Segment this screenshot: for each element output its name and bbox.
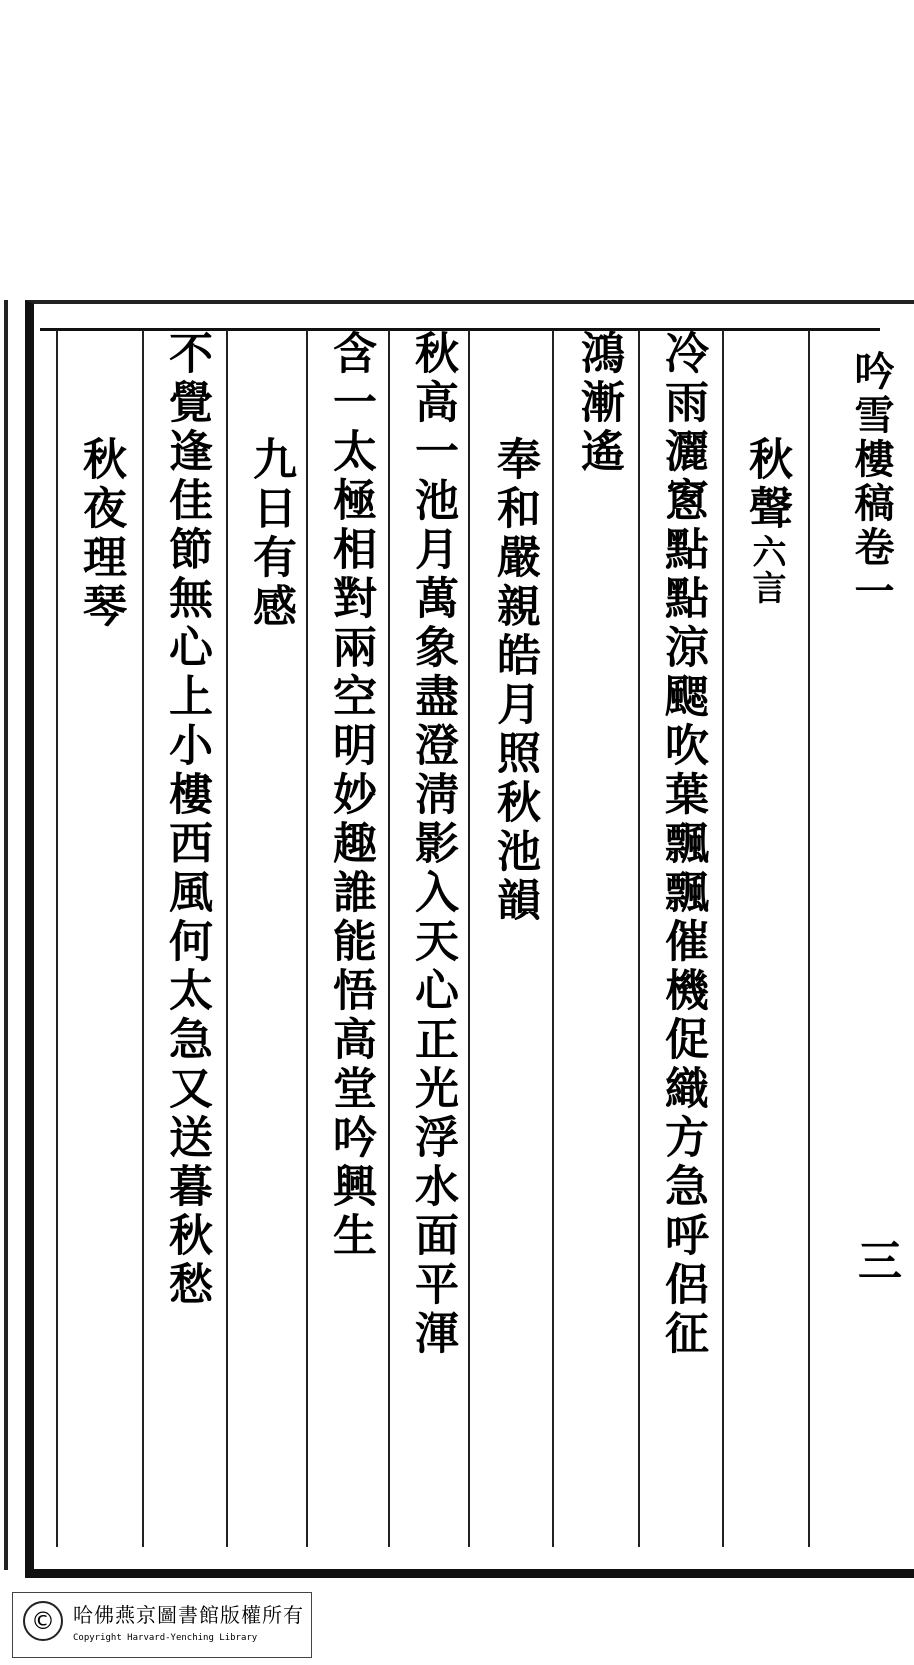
poem-form-note: 六言: [746, 534, 786, 606]
poem-line-autumn-sound: 冷雨灑窻點點涼颸吹葉飄飄催機促織方急呼侶征: [657, 330, 708, 1359]
column-rule: [468, 330, 470, 1547]
column-rule: [552, 330, 554, 1547]
poem-line-ninth-day: 不覺逢佳節無心上小樓西風何太急又送暮秋愁: [161, 330, 212, 1310]
book-title: 吟雪樓稿: [848, 350, 895, 526]
poem-title-ninth-day: 九日有感: [245, 436, 296, 632]
column-rule: [56, 330, 58, 1547]
copyright-chinese: 哈佛燕京圖書館版權所有: [73, 1603, 304, 1627]
column-rule: [808, 330, 810, 1547]
poem-title-autumn-night-zither: 秋夜理琴: [75, 436, 126, 632]
book-title-edge: [848, 350, 900, 680]
poem-title: 秋聲: [741, 436, 792, 534]
poem-line-continuation: 鴻漸遙: [573, 330, 624, 477]
column-rule: [142, 330, 144, 1547]
column-rule: [722, 330, 724, 1547]
outer-left-border: [4, 300, 8, 1570]
column-rule: [388, 330, 390, 1547]
poem-title-moon-pond: 奉和嚴親皓月照秋池韻: [489, 436, 540, 926]
poem-line-moon-pond-2: 含一太極相對兩空明妙趣誰能悟高堂吟興生: [325, 330, 376, 1261]
copyright-stamp: [12, 1592, 312, 1658]
column-rule: [638, 330, 640, 1547]
column-rule: [306, 330, 308, 1547]
column-rule: [226, 330, 228, 1547]
copyright-english: Copyright Harvard-Yenching Library: [73, 1633, 258, 1643]
poem-title-autumn-sound: [738, 436, 794, 606]
page-number: 三: [858, 1236, 902, 1287]
copyright-icon: ©: [23, 1601, 63, 1641]
volume-label: 卷一: [848, 526, 895, 614]
poem-line-moon-pond-1: 秋高一池月萬象盡澄淸影入天心正光浮水面平渾: [407, 330, 458, 1359]
